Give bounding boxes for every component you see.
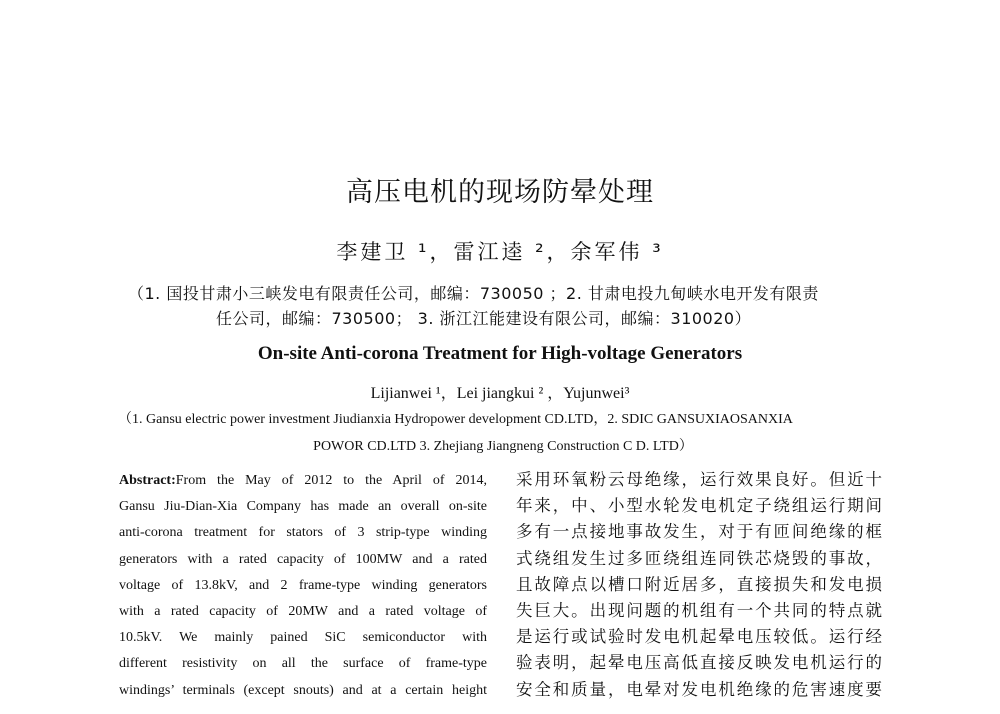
- body-text-cn: [516, 467, 882, 703]
- abstract-line: different resistivity on all the surface of frame-type: [119, 656, 487, 672]
- affiliation-en-line: POWOR CD.LTD 3. Zhejiang Jiangneng Construction C D. LTD）: [313, 439, 693, 454]
- affiliation-en-line: （1. Gansu electric power investment Jiudianxia Hydropower development CD.LTD，2. SDIC GANSUXIAOSANXIA: [118, 412, 793, 427]
- abstract-line: anti-corona treatment for stators of 3 strip-type winding: [119, 525, 487, 541]
- paper-title-cn: 高压电机的现场防晕处理: [346, 177, 654, 208]
- body-line: 式绕组发生过多匝绕组连同铁芯烧毁的事故，: [516, 548, 882, 568]
- abstract-line: windings’ terminals (except snouts) and at a certain height: [119, 682, 487, 698]
- body-line: 安全和质量，电晕对发电机绝缘的危害速度要: [516, 679, 882, 699]
- abstract-line: voltage of 13.8kV, and 2 frame-type winding generators: [119, 577, 487, 593]
- abstract-line: [119, 468, 487, 494]
- body-line: 失巨大。出现问题的机组有一个共同的特点就: [516, 601, 882, 621]
- abstract-label: Abstract:: [119, 473, 176, 488]
- abstract-line: 10.5kV. We mainly pained SiC semiconductor with: [119, 630, 487, 646]
- body-line: 验表明，起晕电压高低直接反映发电机运行的: [516, 653, 882, 673]
- authors-cn: 李建卫 ¹，雷江逵 ²，余军伟 ³: [336, 240, 664, 264]
- body-line: 年来，中、小型水轮发电机定子绕组运行期间: [516, 496, 882, 516]
- body-line: 采用环氧粉云母绝缘，运行效果良好。但近十: [516, 470, 882, 489]
- affiliation-cn-line: 任公司，邮编：730500； 3. 浙江江能建设有限公司，邮编：310020）: [216, 309, 752, 328]
- abstract-line: generators with a rated capacity of 100MW and a rated: [119, 551, 487, 567]
- body-line: 是运行或试验时发电机起晕电压较低。运行经: [516, 627, 882, 647]
- abstract-line: Gansu Jiu-Dian-Xia Company has made an overall on-site: [119, 499, 487, 515]
- body-line: 且故障点以槽口附近居多，直接损失和发电损: [516, 574, 882, 594]
- affiliations-en: [118, 406, 888, 460]
- body-line: 多有一点接地事故发生，对于有匝间绝缘的框: [516, 522, 882, 542]
- abstract-line: with a rated capacity of 20MW and a rated voltage of: [119, 604, 487, 620]
- affiliation-cn-line: （1. 国投甘肃小三峡发电有限责任公司，邮编：730050 ；2. 甘肃电投九甸峡水电开发有限责: [128, 284, 819, 303]
- authors-en: Lijianwei ¹，Lei jiangkui ² ，Yujunwei³: [370, 385, 630, 402]
- abstract-text: From the May of 2012 to the April of 2014,: [175, 473, 487, 488]
- abstract-en: [119, 468, 487, 704]
- paper-title-en: On-site Anti-corona Treatment for High-voltage Generators: [257, 343, 743, 364]
- affiliations-cn: [128, 281, 888, 331]
